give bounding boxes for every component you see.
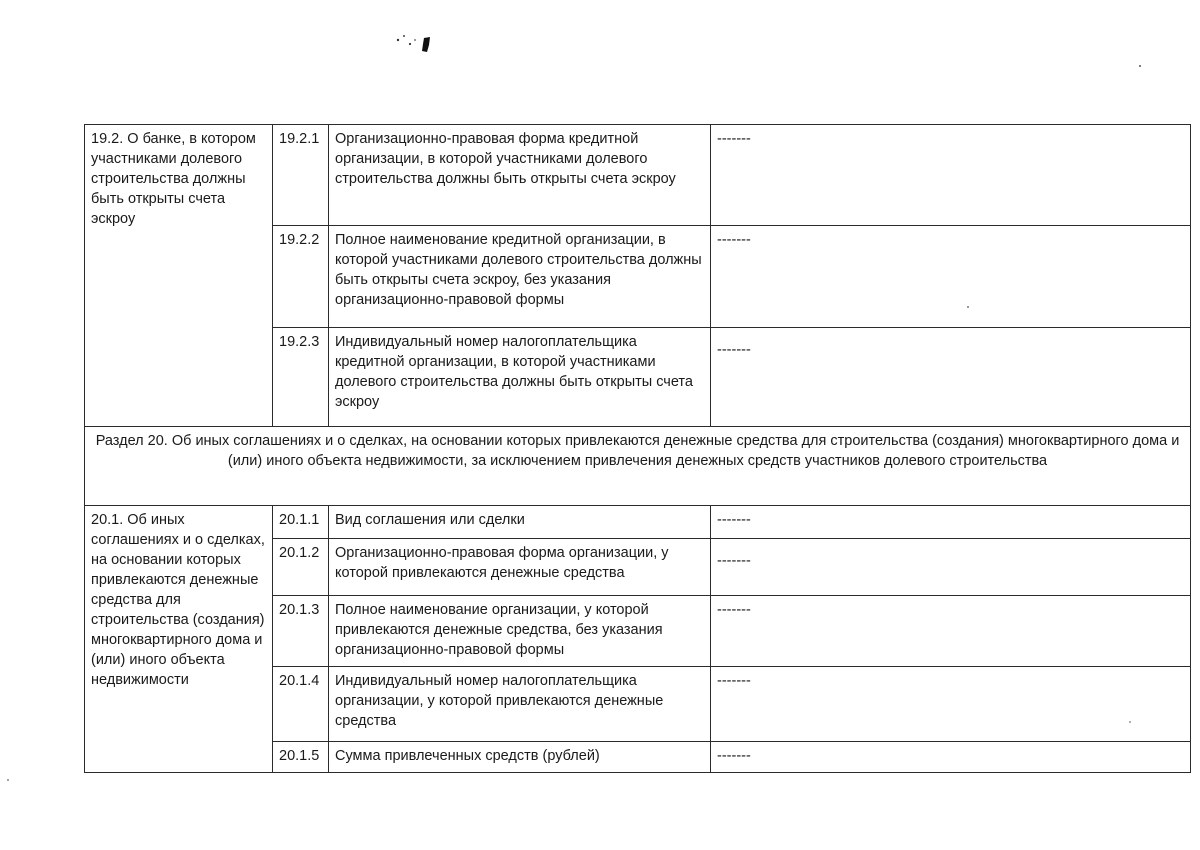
row-label: Организационно-правовая форма кредитной организации, в которой участниками долевого строительства должны быть открыты счета эскроу — [329, 125, 711, 226]
row-code: 19.2.1 — [273, 125, 329, 226]
section-20-title: Раздел 20. Об иных соглашениях и о сделках, на основании которых привлекаются денежные средства для строительства (создания) многоквартирного дома и (или) иного объекта недвижимости, за исключением привлечения денежных средств участников долевого строительства — [85, 427, 1191, 506]
row-code: 19.2.3 — [273, 328, 329, 427]
row-code: 19.2.2 — [273, 226, 329, 328]
row-value: ------- — [711, 596, 1191, 667]
row-label: Организационно-правовая форма организации, у которой привлекаются денежные средства — [329, 539, 711, 596]
row-value: ------- — [711, 539, 1191, 596]
section-heading-row — [85, 427, 1191, 506]
row-label: Полное наименование организации, у которой привлекаются денежные средства, без указания организационно-правовой формы — [329, 596, 711, 667]
row-label: Сумма привлеченных средств (рублей) — [329, 742, 711, 773]
row-code: 20.1.5 — [273, 742, 329, 773]
row-value: ------- — [711, 667, 1191, 742]
row-value: ------- — [711, 506, 1191, 539]
row-value: ------- — [711, 742, 1191, 773]
table-row — [85, 125, 1191, 226]
row-code: 20.1.1 — [273, 506, 329, 539]
form-table-page — [84, 124, 1190, 773]
group-label-20-1: 20.1. Об иных соглашениях и о сделках, на основании которых привлекаются денежные средства для строительства (создания) многоквартирного дома и (или) иного объекта недвижимости — [85, 506, 273, 773]
row-label: Индивидуальный номер налогоплательщика кредитной организации, в которой участниками долевого строительства должны быть открыты счета эскроу — [329, 328, 711, 427]
row-code: 20.1.3 — [273, 596, 329, 667]
row-value: ------- — [711, 226, 1191, 328]
form-table — [84, 124, 1191, 773]
row-code: 20.1.4 — [273, 667, 329, 742]
row-value: ------- — [711, 125, 1191, 226]
row-label: Вид соглашения или сделки — [329, 506, 711, 539]
row-label: Индивидуальный номер налогоплательщика организации, у которой привлекаются денежные средства — [329, 667, 711, 742]
table-row — [85, 506, 1191, 539]
row-code: 20.1.2 — [273, 539, 329, 596]
row-label: Полное наименование кредитной организации, в которой участниками долевого строительства должны быть открыты счета эскроу, без указания организационно-правовой формы — [329, 226, 711, 328]
row-value: ------- — [711, 328, 1191, 427]
group-label-19-2: 19.2. О банке, в котором участниками долевого строительства должны быть открыты счета эскроу — [85, 125, 273, 427]
